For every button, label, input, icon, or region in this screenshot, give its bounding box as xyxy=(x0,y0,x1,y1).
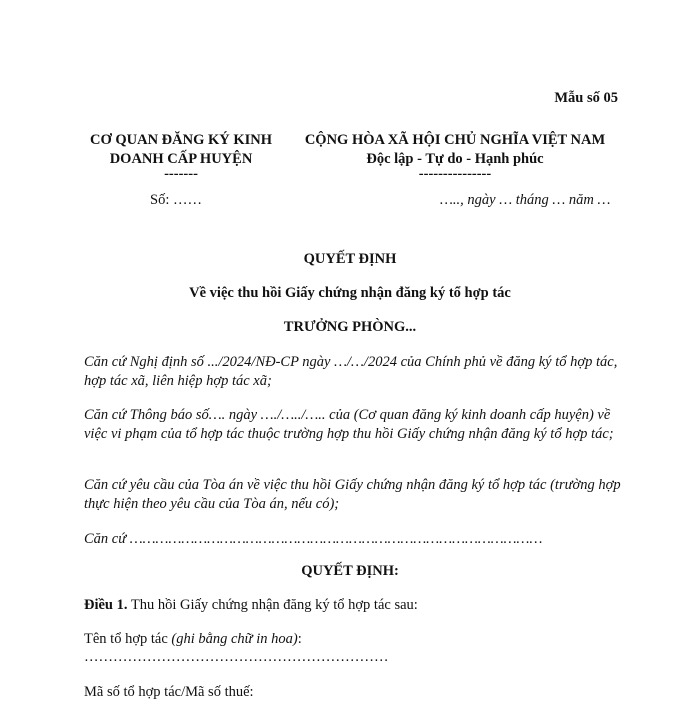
article-1-label: Điều 1. xyxy=(84,597,128,613)
date-line: ….., ngày … tháng … năm … xyxy=(440,192,611,208)
cooperative-name-field: ……………………………………………………… xyxy=(84,649,389,665)
agency-line2: DOANH CẤP HUYỆN xyxy=(109,151,253,167)
legal-basis-2: Căn cứ Thông báo số…. ngày …./…../….. của (Cơ quan đăng ký kinh doanh cấp huyện) về việc vi phạm của tổ hợp tác thuộc trường hợp thu hồi Giấy chứng nhận đăng ký tổ hợp tác; xyxy=(84,407,614,442)
agency-line1: CƠ QUAN ĐĂNG KÝ KINH xyxy=(89,132,273,148)
nation-motto: Độc lập - Tự do - Hạnh phúc xyxy=(366,151,544,167)
document-subject: Về việc thu hồi Giấy chứng nhận đăng ký tổ hợp tác xyxy=(189,285,511,301)
nation-line1: CỘNG HÒA XÃ HỘI CHỦ NGHĨA VIỆT NAM xyxy=(304,132,606,148)
legal-basis-3: Căn cứ yêu cầu của Tòa án về việc thu hồi Giấy chứng nhận đăng ký tổ hợp tác (trường hợp thực hiện theo yêu cầu của Tòa án, nếu có); xyxy=(84,477,621,512)
name-label-hint: (ghi bằng chữ in hoa) xyxy=(171,631,298,647)
name-label-colon: : xyxy=(297,631,302,647)
agency-header xyxy=(76,131,286,182)
name-label-text: Tên tổ hợp tác xyxy=(84,631,172,647)
cooperative-code-label: Mã số tổ hợp tác/Mã số thuế: xyxy=(84,684,254,700)
nation-header xyxy=(280,131,630,182)
article-1-text: Thu hồi Giấy chứng nhận đăng ký tổ hợp tác sau: xyxy=(127,597,418,613)
document-title: QUYẾT ĐỊNH xyxy=(303,251,397,267)
article-1 xyxy=(84,597,418,614)
agency-separator: ------- xyxy=(164,166,198,182)
document-number: Số: …… xyxy=(150,192,202,208)
legal-basis-1: Căn cứ Nghị định số .../2024/NĐ-CP ngày …/…/2024 của Chính phủ về đăng ký tổ hợp tác, hợp tác xã, liên hiệp hợp tác xã; xyxy=(84,354,618,389)
form-number: Mẫu số 05 xyxy=(554,90,618,106)
decision-heading: QUYẾT ĐỊNH: xyxy=(301,563,399,579)
nation-separator: --------------- xyxy=(418,166,492,182)
legal-basis-4: Căn cứ …………………………………………………………………………………… xyxy=(84,531,543,547)
cooperative-name-label xyxy=(84,631,302,648)
issuer-title: TRƯỞNG PHÒNG... xyxy=(283,319,417,335)
